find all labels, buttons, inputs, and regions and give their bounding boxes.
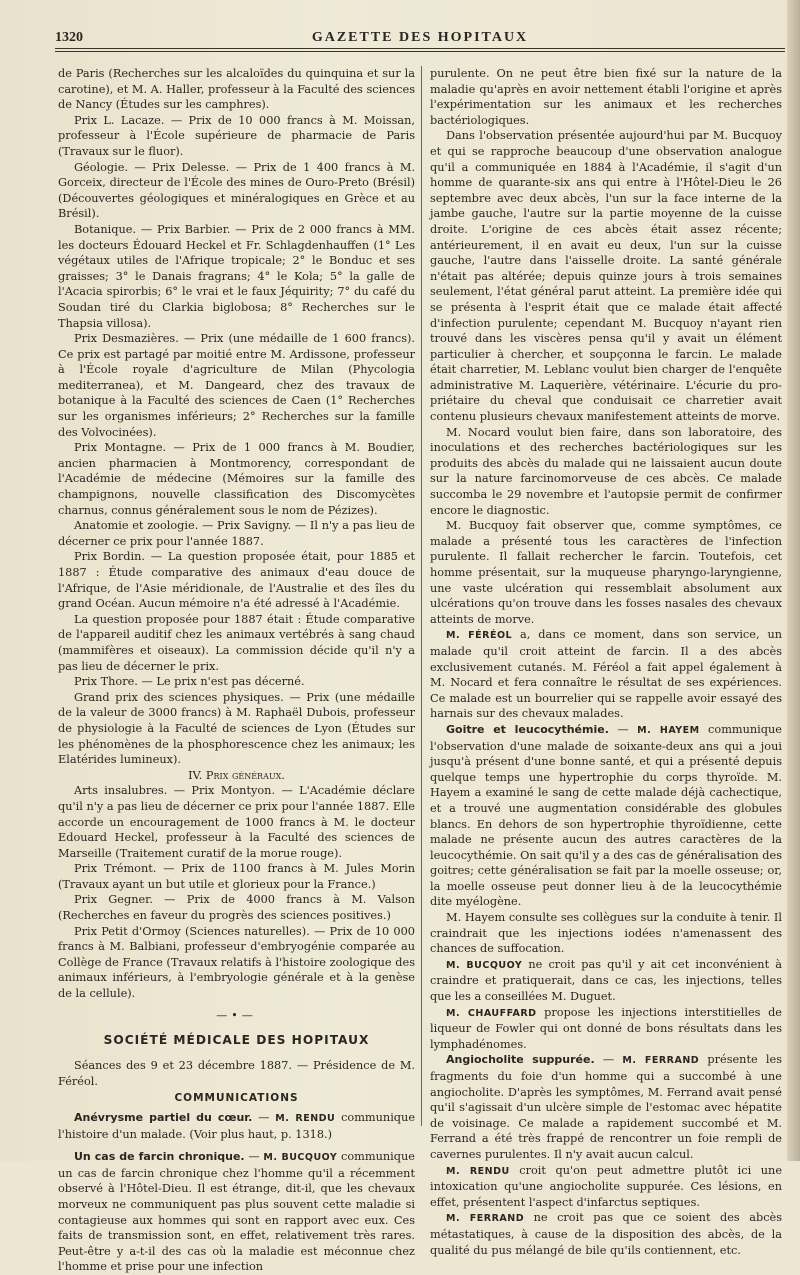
column-divider: [421, 66, 422, 1126]
spacer: [58, 1142, 415, 1149]
paragraph: purulente. On ne peut être bien fixé sur la nature de la maladie qu'après en avoir nettement établi l'origine et après l'expérimentation sur les animaux et les recherches bactériologiques.: [430, 67, 782, 127]
paragraph: Prix Montagne. — Prix de 1 000 francs à M. Boudier, ancien pharmacien à Montmorency, correspondant de l'Académie de médecine (Mémoires sur la famille des champignons, nouvelle classification des Discomycètes charnus, connus généralement sous le nom de Pézizes).: [58, 441, 415, 517]
paragraph-text: communique l'observation d'une malade de soixante-deux ans qui a joui jusqu'à présent d'une bonne santé, et qui a présenté depuis quelque temps une hypertrophie du corps thyroïde. M. Hayem a examiné le sang de cette malade déjà cachectique, et a trouvé une augmentation considérable des globules blancs. En dehors de son hypertrophie thyroïdienne, cette malade ne présente aucun des autres caractères de la leucocythémie. On sait qu'il y a des cas de généralisation des goitres; cette généralisation se fait par la moelle osseuse; or, la moelle osseuse peut donner lieu à de la leucocythémie dite myélogène.: [430, 722, 782, 909]
page-number: 1320: [55, 30, 83, 45]
paragraph: Arts insalubres. — Prix Montyon. — L'Académie déclare qu'il n'y a pas lieu de décerner ce prix pour l'année 1887. Elle accorde un encouragement de 1000 francs à M. le docteur Edouard Heckel, professeur à la Faculté des sciences de Marseille (Traitement curatif de la morue rouge).: [58, 784, 415, 860]
paragraph: Prix Gegner. — Prix de 4000 francs à M. Valson (Recherches en faveur du progrès des sciences positives.): [58, 893, 415, 923]
paragraph: Prix Petit d'Ormoy (Sciences naturelles). — Prix de 10 000 francs à M. Balbiani, professeur d'embryogénie comparée au Collège de France (Travaux relatifs à l'histoire zoologique des animaux inférieurs, à l'embryologie générale et à la genèse de la cellule).: [58, 924, 415, 1001]
session-line: Séances des 9 et 23 décembre 1887. — Présidence de M. Féréol.: [58, 1059, 415, 1088]
paragraph: M. Hayem consulte ses collègues sur la conduite à tenir. Il craindrait que les injections iodées n'amenassent des chances de suffocation.: [430, 911, 782, 956]
paragraph-text: ne croit pas que ce soient des abcès métastatiques, à cause de la disposition des abcès, de la qualité du pus mélangé de bile qu'ils contiennent, etc.: [430, 1211, 782, 1257]
article-title: Angiocholite suppurée.: [446, 1053, 595, 1067]
paragraph: Prix Desmazières. — Prix (une médaille de 1 600 francs). Ce prix est partagé par moitié entre M. Ardissone, professeur à l'École royale d'agriculture de Milan (Phycologia mediterranea), et M. Dangeard, chez des travaux de botanique à la Faculté des sciences de Caen (1° Recherches sur les organismes inférieurs; 2° Recherches sur la famille des Volvocinées).: [58, 332, 415, 439]
section-heading: IV. Prix généraux.: [188, 768, 285, 782]
paragraph: Botanique. — Prix Barbier. — Prix de 2 000 francs à MM. les docteurs Édouard Heckel et Fr. Schlagdenhauffen (1° Les végétaux utiles de l'Afrique tropicale; 2° le Bonduc et ses graisses; 3° le Danais fragrans; 4° le Kola; 5° la galle de l'Acacia spirorbis; 6° le vrai et le faux Jéquirity; 7° du café du Soudan tiré du Clarkia biglobosa; 8° Recherches sur le Thapsia villosa).: [58, 222, 415, 330]
paragraph: [430, 1005, 782, 1053]
paragraph: [430, 1163, 782, 1211]
paragraph: [430, 627, 782, 722]
article-title: Anévrysme partiel du cœur.: [74, 1111, 253, 1124]
paragraph: Dans l'observation présentée aujourd'hui par M. Bucquoy et qui se rapproche beaucoup d'une observation analogue qu'il a communiquée en 1884 à l'Académie, il s'agit d'un homme de quarante-six ans qui entre à l'Hôtel-Dieu le 26 septembre avec deux abcès, l'un sur la face interne de la jambe gauche, l'autre sur la partie moyenne de la cuisse droite. L'origine de ces abcès était assez récente; antérieurement, il en avait eu deux, l'un sur la cuisse gauche, l'autre dans l'aisselle droite. La santé générale n'était pas altérée; depuis quinze jours à trois semaines seulement, l'état général parut atteint. La première idée qui se présenta à l'esprit était que ce malade était affecté d'infection purulente; cependant M. Bucquoy n'ayant rien trouvé dans les viscères pensa qu'il y avait un élément particulier à chercher, et soupçonna le farcin. Le malade était charretier, M. Leblanc voulut bien charger de l'enquête administrative M. Laquerière, vétérinaire. L'écurie du propriétaire du cheval que conduisait ce charretier avait contenu plusieurs chevaux manifestement atteints de morve.: [430, 129, 782, 424]
paragraph: Grand prix des sciences physiques. — Prix (une médaille de la valeur de 3000 francs) à M. Raphaël Dubois, professeur de physiologie à la Faculté de sciences de Lyon (Études sur les phénomènes de la phosphorescence chez les animaux; les Elatérides lumineux).: [58, 690, 415, 767]
paragraph: Angiocholite suppurée. — M. FERRAND présente les fragments du foie d'un homme qui a succombé à une angiocholite. D'après les symptômes, M. Ferrand avait pensé qu'il s'agissait d'un ulcère simple de l'estomac avec hépatite de voisinage. Ce malade a rapidement succombé et M. Ferrand a été très frappé de rencontrer un foie rempli de cavernes purulentes. Il n'y avait aucun calcul.: [430, 1053, 782, 1161]
paragraph: Prix L. Lacaze. — Prix de 10 000 francs à M. Moissan, professeur à l'École supérieure de pharmacie de Paris (Travaux sur le fluor).: [58, 113, 415, 158]
ornament-divider: —•—: [216, 1008, 257, 1022]
paragraph: Prix Trémont. — Prix de 1100 francs à M. Jules Morin (Travaux ayant un but utile et glorieux pour la France.): [58, 862, 415, 891]
paragraph-text: croit qu'on peut admettre plutôt ici une intoxication qu'une angiocholite suppurée. Ces lésions, en effet, présentent l'aspect d'infarctus septiques.: [430, 1163, 783, 1209]
paragraph: [430, 1210, 782, 1258]
paragraph-text: présente les fragments du foie d'un homme qui a succombé à une angiocholite. D'après les symptômes, M. Ferrand avait pensé qu'il s'agissait d'un ulcère simple de l'estomac avec hépatite de voisinage. Ce malade a rapidement succombé et M. Ferrand a été très frappé de rencontrer un foie rempli de cavernes purulentes. Il n'y avait aucun calcul.: [430, 1053, 782, 1161]
speaker-name: M. FERRAND: [622, 1055, 700, 1067]
speaker-name: M. CHAUFFARD: [446, 1007, 537, 1019]
paragraph-text: communique l'histoire d'un malade. (Voir plus haut, p. 1318.): [58, 1111, 415, 1141]
paragraph-text: communique un cas de farcin chronique chez l'homme qu'il a récemment observé à l'Hôtel-Dieu. Il est étrange, dit-il, que les chevaux morveux ne communiquent pas plus souvent cette maladie si contagieuse aux hommes qui sont en rapport avec eux. Ces faits de transmission sont, en effet, relativement très rares. Peut-être y a-t-il des cas où la maladie est méconnue chez l'homme et prise pour une infection: [58, 1150, 415, 1274]
paragraph-text: propose les injections interstitielles de liqueur de Fowler qui ont donné de bons résultats dans les lymphadénomes.: [430, 1005, 782, 1051]
paragraph: Anévrysme partiel du cœur. — M. RENDU communique l'histoire d'un malade. (Voir plus haut, p. 1318.): [58, 1111, 415, 1141]
paragraph: Goitre et leucocythémie. — M. HAYEM communique l'observation d'une malade de soixante-deux ans qui a joui jusqu'à présent d'une bonne santé, et qui a présenté depuis quelque temps une hypertrophie du corps thyroïde. M. Hayem a examiné le sang de cette malade déjà cachectique, et a trouvé une augmentation considérable des globules blancs. En dehors de son hypertrophie thyroïdienne, cette malade ne présente aucun des autres caractères de la leucocythémie. On sait qu'il y a des cas de généralisation des goitres; cette généralisation se fait par la moelle osseuse; or, la moelle osseuse peut donner lieu à de la leucocythémie dite myélogène.: [430, 722, 782, 909]
speaker-name: M. RENDU: [446, 1165, 510, 1177]
header-rule-second: [55, 51, 785, 52]
speaker-name: M. RENDU: [275, 1113, 336, 1124]
paragraph: La question proposée pour 1887 était : Étude comparative de l'appareil auditif chez les animaux vertébrés à sang chaud (mammifères et oiseaux). La commission décide qu'il n'y a pas lieu de décerner le prix.: [58, 612, 415, 673]
speaker-name: M. FERRAND: [446, 1213, 525, 1225]
right-column: [430, 66, 782, 1258]
speaker-name: M. FÉRÉOL: [446, 630, 513, 642]
paragraph: Prix Thore. — Le prix n'est pas décerné.: [74, 675, 305, 689]
header-rule: [55, 48, 785, 49]
speaker-name: M. BUCQUOY: [446, 959, 523, 971]
paragraph: Géologie. — Prix Delesse. — Prix de 1 400 francs à M. Gorceix, directeur de l'École des mines de Ouro-Preto (Brésil) (Découvertes géologiques et minéralogiques en Grèce et au Brésil).: [58, 160, 415, 221]
paragraph: Prix Bordin. — La question proposée était, pour 1885 et 1887 : Étude comparative des animaux d'eau douce de l'Afrique, de l'Asie méridionale, de l'Australie et des îles du grand Océan. Aucun mémoire n'a été adressé à l'Académie.: [58, 550, 415, 611]
running-title: GAZETTE DES HOPITAUX: [311, 30, 529, 45]
paragraph: Un cas de farcin chronique. — M. BUCQUOY communique un cas de farcin chronique chez l'homme qu'il a récemment observé à l'Hôtel-Dieu. Il est étrange, dit-il, que les chevaux morveux ne communiquent pas plus souvent cette maladie si contagieuse aux hommes qui sont en rapport avec eux. Ces faits de transmission sont, en effet, relativement très rares. Peut-être y a-t-il des cas où la maladie est méconnue chez l'homme et prise pour une infection: [58, 1150, 415, 1274]
left-column: [58, 66, 415, 1275]
speaker-name: M. BUCQUOY: [263, 1152, 338, 1164]
paragraph: M. Bucquoy fait observer que, comme symptômes, ce malade a présenté tous les caractères de l'infection purulente. Il fallait rechercher le farcin. Toutefois, cet homme présentait, sur la muqueuse pharyngo-laryngienne, une vaste ulcération qui ressemblait absolument aux ulcérations qu'on trouve dans les fosses nasales des chevaux atteints de morve.: [430, 519, 782, 626]
society-title: SOCIÉTÉ MÉDICALE DES HOPITAUX: [103, 1032, 370, 1047]
article-title: Goitre et leucocythémie.: [446, 722, 609, 736]
paragraph: Anatomie et zoologie. — Prix Savigny. — Il n'y a pas lieu de décerner ce prix pour l'année 1887.: [58, 519, 415, 548]
paragraph-text: a, dans ce moment, dans son service, un malade qu'il croit atteint de farcin. Il a des abcès exclusivement cutanés. M. Féréol a fait appel également à M. Nocard et fera connaître le résultat de ses expériences. Ce malade est un bourrelier qui se rappelle avoir essayé des harnais sur des chevaux malades.: [430, 628, 782, 721]
page-header: [55, 26, 785, 48]
paragraph: M. Nocard voulut bien faire, dans son laboratoire, des inoculations et des recherches bactériologiques sur les produits des abcès du malade qui ne laissaient aucun doute sur la nature farcinomorveuse de ces abcès. Ce malade succomba le 29 novembre et l'autopsie permit de confirmer encore le diagnostic.: [430, 425, 782, 517]
paragraph: [430, 957, 782, 1005]
paragraph-text: ne croit pas qu'il y ait cet inconvénient à craindre et pratiquerait, dans ce cas, les injections, telles que les a conseillées M. Duguet.: [430, 957, 782, 1004]
communications-heading: COMMUNICATIONS: [174, 1092, 299, 1105]
article-title: Un cas de farcin chronique.: [74, 1150, 245, 1164]
paragraph: de Paris (Recherches sur les alcaloïdes du quinquina et sur la carotine), et M. A. Haller, professeur à la Faculté des sciences de Nancy (Études sur les camphres).: [58, 67, 415, 112]
page-edge: [787, 0, 800, 1161]
speaker-name: M. HAYEM: [637, 724, 700, 736]
